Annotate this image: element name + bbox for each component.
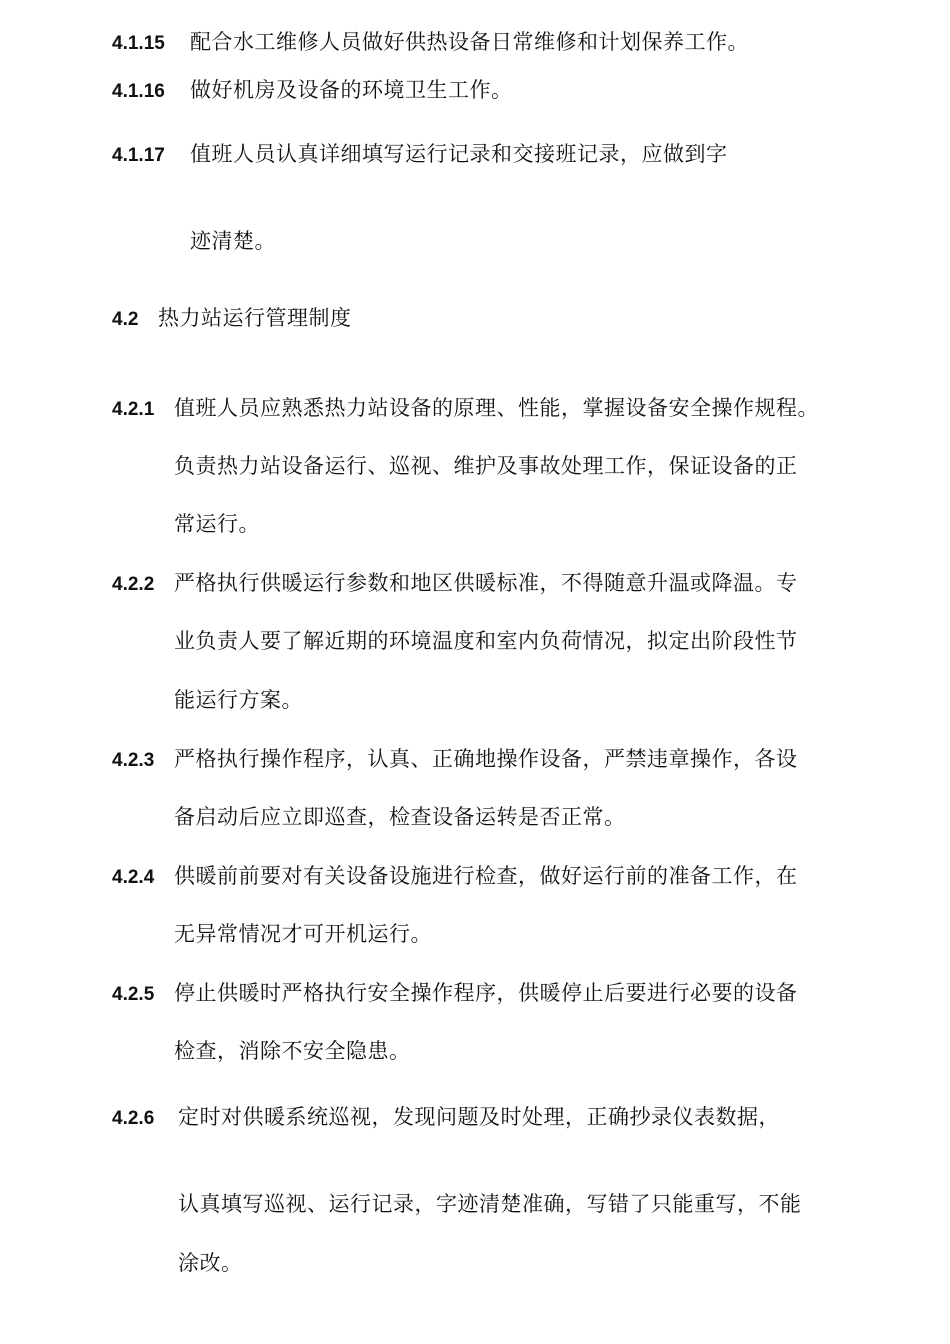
- clause-4-2-5-line-2: [174, 1039, 411, 1063]
- clause-4-2-4: [112, 864, 798, 890]
- clause-4-2-2-line-2: [174, 629, 798, 653]
- clause-text: 停止供暖时严格执行安全操作程序，供暖停止后要进行必要的设备: [174, 981, 798, 1005]
- clause-text: 备启动后应立即巡查，检查设备运转是否正常。: [174, 805, 626, 829]
- clause-4-2-6-line-3: [178, 1251, 243, 1275]
- clause-text: 涂改。: [178, 1251, 243, 1275]
- clause-4-2-1-line-2: [174, 454, 798, 478]
- clause-text: 供暖前前要对有关设备设施进行检查，做好运行前的准备工作，在: [174, 864, 798, 888]
- clause-text: 负责热力站设备运行、巡视、维护及事故处理工作，保证设备的正: [174, 454, 798, 478]
- clause-4-2-4-line-2: [174, 922, 432, 946]
- clause-number: 4.2.2: [112, 574, 155, 595]
- clause-text: 严格执行供暖运行参数和地区供暖标准，不得随意升温或降温。专: [174, 571, 798, 595]
- clause-number: 4.1.16: [112, 81, 165, 102]
- clause-number: 4.2.5: [112, 984, 155, 1005]
- clause-text: 能运行方案。: [174, 688, 303, 712]
- clause-4-2-5: [112, 981, 798, 1007]
- clause-4-2-2: [112, 571, 798, 597]
- clause-4-1-16: [112, 78, 513, 104]
- clause-4-2-3-line-2: [174, 805, 626, 829]
- clause-text: 认真填写巡视、运行记录，字迹清楚准确，写错了只能重写，不能: [178, 1192, 802, 1216]
- section-number: 4.2: [112, 309, 139, 330]
- clause-text: 做好机房及设备的环境卫生工作。: [190, 78, 513, 102]
- clause-text: 无异常情况才可开机运行。: [174, 922, 432, 946]
- clause-number: 4.2.6: [112, 1108, 155, 1129]
- clause-4-2-6: [112, 1105, 780, 1131]
- clause-text: 常运行。: [174, 512, 260, 536]
- clause-text: 业负责人要了解近期的环境温度和室内负荷情况，拟定出阶段性节: [174, 629, 798, 653]
- clause-4-2-3: [112, 747, 798, 773]
- clause-text: 严格执行操作程序，认真、正确地操作设备，严禁违章操作，各设: [174, 747, 798, 771]
- clause-4-2-2-line-3: [174, 688, 303, 712]
- clause-4-1-15: [112, 30, 749, 56]
- clause-text: 配合水工维修人员做好供热设备日常维修和计划保养工作。: [190, 30, 749, 54]
- clause-text: 值班人员应熟悉热力站设备的原理、性能，掌握设备安全操作规程。: [174, 396, 819, 420]
- clause-text: 检查，消除不安全隐患。: [174, 1039, 411, 1063]
- clause-text: 定时对供暖系统巡视，发现问题及时处理，正确抄录仪表数据，: [178, 1105, 780, 1129]
- clause-number: 4.2.4: [112, 867, 155, 888]
- clause-number: 4.1.17: [112, 145, 165, 166]
- clause-4-1-17: [112, 142, 728, 168]
- clause-4-1-17-continuation: [190, 229, 276, 253]
- section-heading-4-2: [112, 306, 352, 332]
- clause-4-2-1: [112, 396, 819, 422]
- section-title: 热力站运行管理制度: [158, 306, 352, 330]
- clause-4-2-1-line-3: [174, 512, 260, 536]
- clause-text: 值班人员认真详细填写运行记录和交接班记录，应做到字: [190, 142, 728, 166]
- clause-number: 4.1.15: [112, 33, 165, 54]
- clause-number: 4.2.3: [112, 750, 155, 771]
- clause-text: 迹清楚。: [190, 229, 276, 253]
- clause-number: 4.2.1: [112, 399, 155, 420]
- clause-4-2-6-line-2: [178, 1192, 802, 1216]
